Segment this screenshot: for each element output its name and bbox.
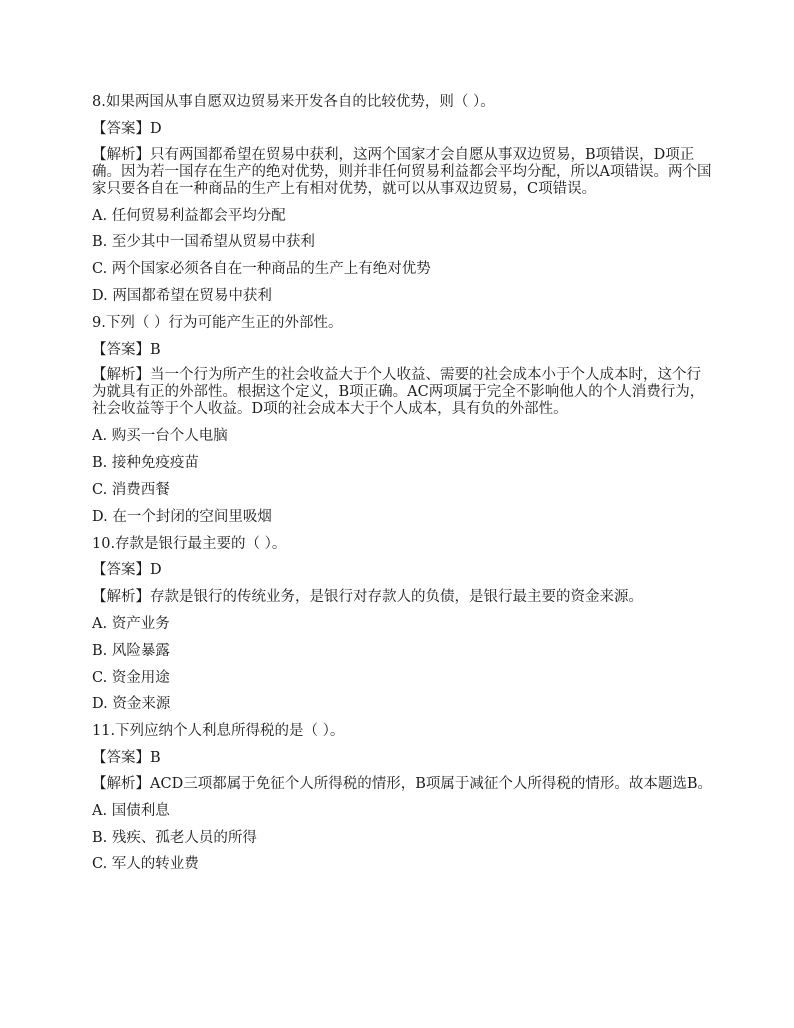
option-a: A. 购买一台个人电脑 <box>92 428 228 445</box>
question-stem: 10.存款是银行最主要的（ ）。 <box>92 535 287 552</box>
option-b: B. 接种免疫疫苗 <box>92 455 199 472</box>
option-c: C. 资金用途 <box>92 669 170 686</box>
option-b: B. 至少其中一国希望从贸易中获利 <box>92 234 315 251</box>
answer-line: 【答案】B <box>92 749 161 766</box>
option-b: B. 残疾、孤老人员的所得 <box>92 829 257 846</box>
option-a: A. 资产业务 <box>92 615 170 632</box>
analysis-text: 【解析】只有两国都希望在贸易中获利，这两个国家才会自愿从事双边贸易，B项错误，D项正确。因为若一国存在生产的绝对优势，则并非任何贸易利益都会平均分配，所以A项错误。两个国家只要各自在一种商品的生产上有相对优势，就可以从事双边贸易，C项错误。 <box>92 146 712 197</box>
option-d: D. 在一个封闭的空间里吸烟 <box>92 508 272 525</box>
analysis-text: 【解析】存款是银行的传统业务，是银行对存款人的负债，是银行最主要的资金来源。 <box>92 589 643 606</box>
question-9 <box>92 310 712 531</box>
analysis-text: 【解析】当一个行为所产生的社会收益大于个人收益、需要的社会成本小于个人成本时，这个行为就具有正的外部性。根据这个定义，B项正确。AC两项属于完全不影响他人的个人消费行为，社会收益等于个人收益。D项的社会成本大于个人成本，具有负的外部性。 <box>92 367 705 418</box>
answer-line: 【答案】D <box>92 120 162 137</box>
option-d: D. 两国都希望在贸易中获利 <box>92 287 272 304</box>
option-d: D. 资金来源 <box>92 696 171 713</box>
question-11 <box>92 718 712 878</box>
answer-line: 【答案】D <box>92 562 162 579</box>
question-stem: 11.下列应纳个人利息所得税的是（ ）。 <box>92 723 345 740</box>
question-10 <box>92 531 712 719</box>
question-stem: 8.如果两国从事自愿双边贸易来开发各自的比较优势，则（ ）。 <box>92 94 495 110</box>
option-a: A. 国债利息 <box>92 802 170 819</box>
question-8 <box>92 89 712 310</box>
option-c: C. 消费西餐 <box>92 481 170 498</box>
analysis-text: 【解析】ACD三项都属于免征个人所得税的情形，B项属于减征个人所得税的情形。故本题选B。 <box>92 775 712 792</box>
question-stem: 9.下列（ ）行为可能产生正的外部性。 <box>92 314 343 331</box>
option-c: C. 军人的转业费 <box>92 856 199 873</box>
answer-line: 【答案】B <box>92 341 161 358</box>
option-c: C. 两个国家必须各自在一种商品的生产上有绝对优势 <box>92 261 431 278</box>
question-list <box>92 89 712 878</box>
option-b: B. 风险暴露 <box>92 642 170 659</box>
option-a: A. 任何贸易利益都会平均分配 <box>92 207 286 224</box>
